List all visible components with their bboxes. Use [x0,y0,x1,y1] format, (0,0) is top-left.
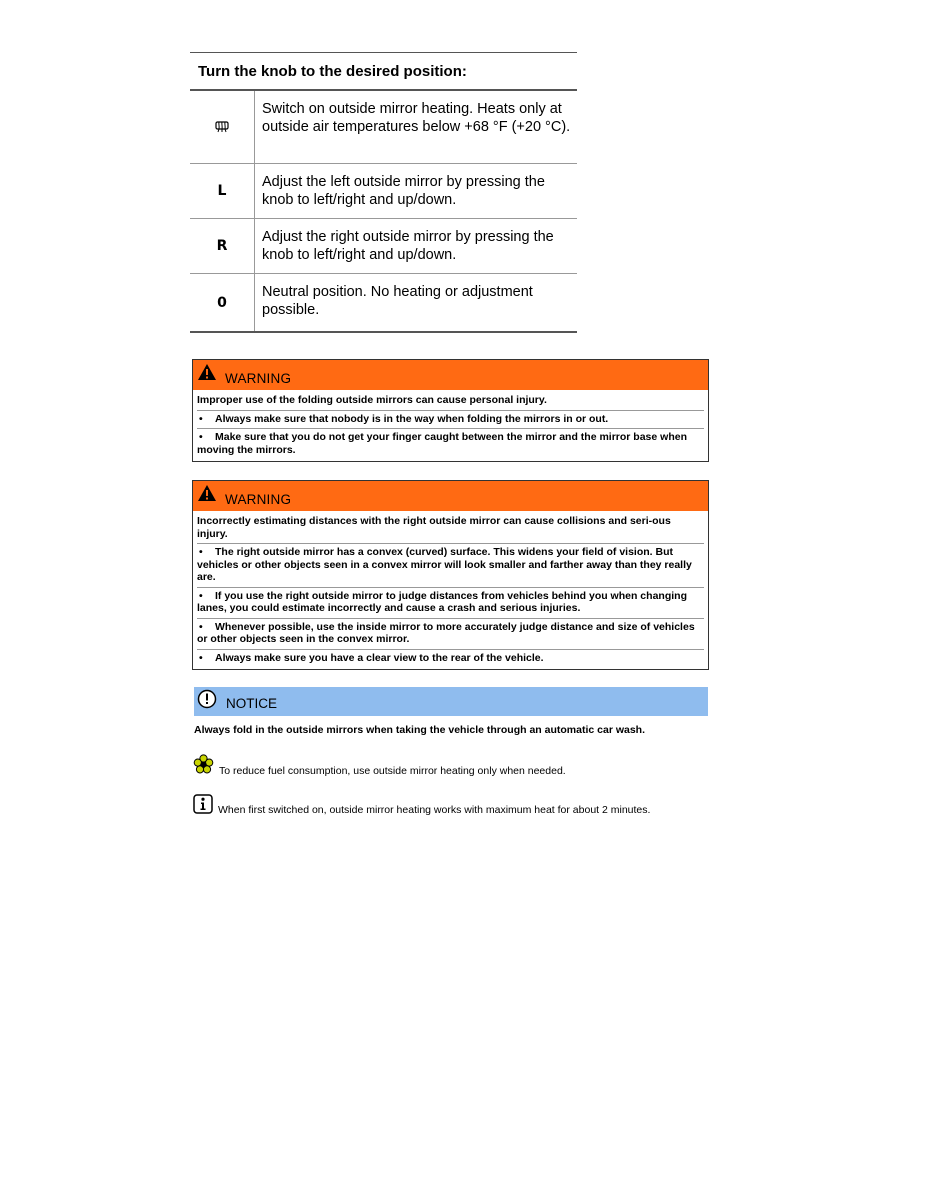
row-symbol: L [190,164,255,218]
row-symbol: 0 [190,274,255,331]
table-row [190,274,577,333]
mirror-heating-icon [190,91,255,163]
environment-tip [193,754,566,778]
list-item: • The right outside mirror has a convex (curved) surface. This widens your field of vision. But vehicles or other objects seen in a convex mirror will look smaller and farther away than they really are. [197,544,704,588]
tip-text: When first switched on, outside mirror heating works with maximum heat for about 2 minutes. [218,804,651,816]
warning-triangle-icon [197,363,217,386]
warning-header [193,481,708,511]
info-tip [193,794,650,817]
warning-label: WARNING [225,492,292,507]
table-header: Turn the knob to the desired position: [190,52,577,91]
warning-triangle-icon [197,484,217,507]
notice-label: NOTICE [226,696,278,711]
info-icon [193,794,213,817]
warning-intro: Incorrectly estimating distances with the right outside mirror can cause collisions and seri-ous injury. [197,513,704,544]
exclamation-circle-icon [197,689,217,714]
notice-text: Always fold in the outside mirrors when taking the vehicle through an automatic car wash. [194,724,646,736]
warning-header [193,360,708,390]
warning-intro: Improper use of the folding outside mirrors can cause personal injury. [197,392,704,411]
row-description: Neutral position. No heating or adjustment possible. [262,284,533,318]
list-item: • Always make sure you have a clear view to the rear of the vehicle. [199,651,544,664]
warning-label: WARNING [225,371,292,386]
warning-box-convex-mirror [192,480,709,670]
table-row [190,164,577,219]
list-item: • Always make sure that nobody is in the way when folding the mirrors in or out. [197,411,704,430]
row-symbol: R [190,219,255,273]
environment-flower-icon [193,754,214,778]
tip-text: To reduce fuel consumption, use outside mirror heating only when needed. [219,765,566,777]
table-row [190,91,577,164]
table-row [190,219,577,274]
list-item: • If you use the right outside mirror to judge distances from vehicles behind you when changing lanes, you could estimate incorrectly and cause a crash and serious injuries. [197,588,704,619]
warning-box-folding [192,359,709,462]
row-description: Adjust the right outside mirror by pressing the knob to left/right and up/down. [262,229,554,263]
list-item: • Make sure that you do not get your finger caught between the mirror and the mirror base when moving the mirrors. [197,431,687,456]
row-description: Adjust the left outside mirror by pressing the knob to left/right and up/down. [262,174,545,208]
notice-header [194,687,708,716]
knob-position-table [190,52,577,333]
row-description: Switch on outside mirror heating. Heats only at outside air temperatures below +68 °F (+20 °C). [262,101,571,135]
list-item: • Whenever possible, use the inside mirror to more accurately judge distance and size of vehicles or other objects seen in the convex mirror. [197,619,704,650]
